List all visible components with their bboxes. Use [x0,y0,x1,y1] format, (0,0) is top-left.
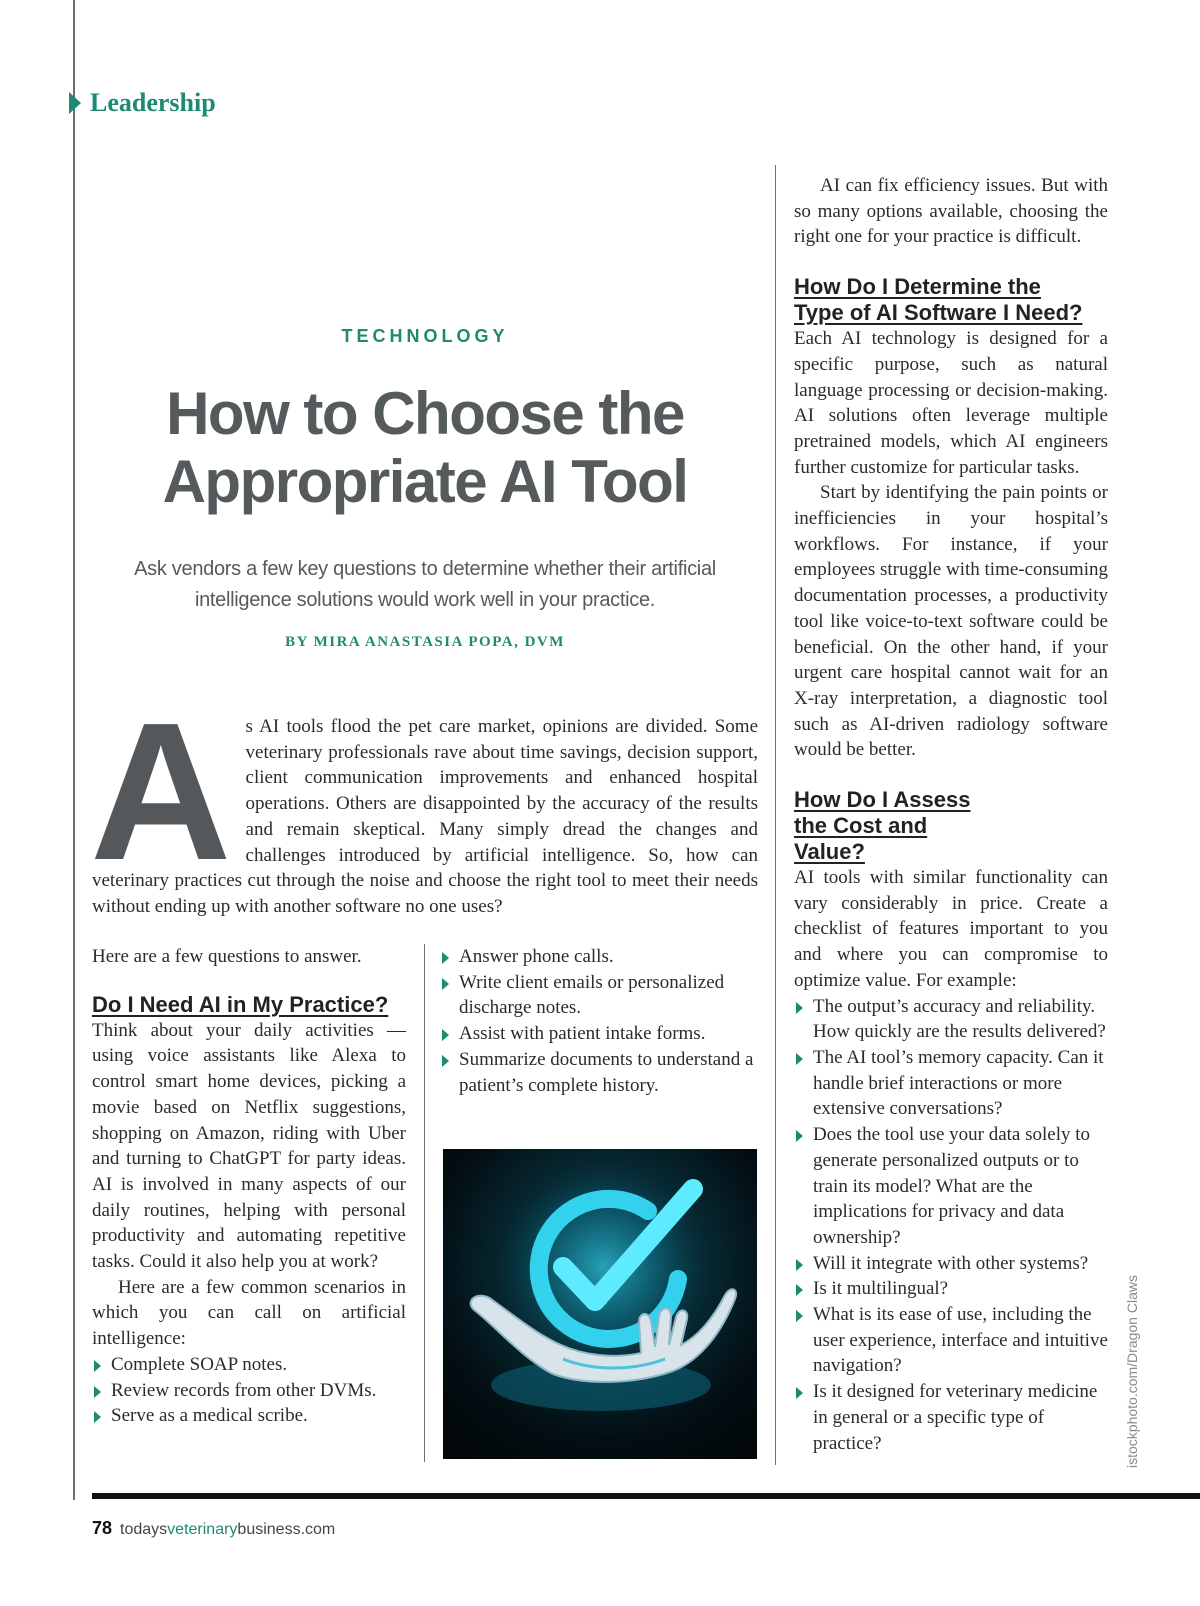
site-name-part: todays [120,1521,168,1538]
list-item: The output’s accuracy and reliability. How quickly are the results delivered? [794,994,1108,1045]
headline: How to Choose the Appropriate AI Tool [162,380,688,515]
scenario-list [92,1352,406,1429]
list-item: Is it multilingual? [794,1276,1108,1302]
list-item: Is it designed for veterinary medicine in general or a specific type of practice? [794,1379,1108,1456]
site-name-part: business.com [237,1521,336,1538]
ai-hand-checkmark-image [443,1149,757,1459]
list-item: The AI tool’s memory capacity. Can it handle brief interactions or more extensive conversations? [794,1045,1108,1122]
kicker: TECHNOLOGY [341,326,509,346]
paragraph: Each AI technology is designed for a specific purpose, such as natural language processing or decision-making. AI solutions often leverage multiple pretrained models, which AI engineers further customize for particular tasks. [794,328,1108,478]
section-tag [69,88,216,118]
column-rule-middle [424,944,425,1462]
list-item: Answer phone calls. [440,944,758,970]
left-margin-rule [73,0,75,1500]
section-label: Leadership [90,88,216,117]
photo-credit: istockphoto.com/Dragon Claws [1124,1275,1140,1468]
list-item: Complete SOAP notes. [92,1352,406,1378]
list-item: Serve as a medical scribe. [92,1403,406,1429]
list-item: Assist with patient intake forms. [440,1021,758,1047]
column-1 [92,944,406,1429]
column-3 [794,173,1108,1456]
page-number: 78 [92,1518,113,1538]
paragraph: Here are a few common scenarios in which you can call on artificial intelligence: [92,1276,406,1350]
subhead-software-type: How Do I Determine the Type of AI Software I Need? [794,274,1083,326]
list-item: Summarize documents to understand a patient’s complete history. [440,1047,758,1098]
footer-rule [92,1493,1200,1499]
subhead-cost-value: How Do I Assess the Cost and Value? [794,787,971,865]
paragraph: AI can fix efficiency issues. But with so many options available, choosing the right one for your practice is difficult. [794,175,1108,248]
list-item: What is its ease of use, including the user experience, interface and intuitive navigation? [794,1302,1108,1379]
scenario-list-continued [440,944,758,1098]
column-2 [440,944,758,1098]
feature-checklist [794,994,1108,1457]
byline: BY MIRA ANASTASIA POPA, DVM [285,634,565,650]
paragraph: Start by identifying the pain points or inefficiencies in your hospital’s workflows. For instance, if your employees struggle with time-consuming documentation processes, a productivity tool like voice-to-text software could be beneficial. On the other hand, if your urgent care hospital cannot wait for an X-ray interpretation, a diagnostic tool such as AI-driven radiology software would be better. [794,482,1108,761]
footer [92,1518,335,1539]
lead-sentence: Here are a few questions to answer. [92,946,362,967]
deck: Ask vendors a few key questions to determine whether their artificial intelligence solutions would work well in your practice. [134,558,716,611]
paragraph: AI tools with similar functionality can vary considerably in price. Create a checklist of features important to you and where you can compromise to optimize value. For example: [794,867,1108,991]
intro-paragraph [90,682,758,920]
paragraph: Think about your daily activities — using voice assistants like Alexa to control smart home devices, picking a movie based on Netflix suggestions, shopping on Amazon, riding with Uber and turning to ChatGPT for party ideas. AI is involved in many aspects of our daily routines, helping with personal productivity and automating repetitive tasks. Could it also help you at work? [92,1019,406,1273]
drop-cap: A [90,682,232,901]
site-name-accent: veterinary [167,1521,238,1538]
subhead-need-ai: Do I Need AI in My Practice? [92,991,389,1017]
column-rule-right [775,165,776,1465]
hand-checkmark-illustration [443,1149,757,1459]
list-item: Review records from other DVMs. [92,1378,406,1404]
intro-text: s AI tools flood the pet care market, opinions are divided. Some veterinary professionals rave about time savings, decision support, client communication improvements and enhanced hospital operations. Others are disappointed by the accuracy of the results and remain skeptical. Many simply dread the changes and challenges introduced by artificial intelligence. So, how can veterinary practices cut through the noise and choose the right tool to meet their needs without ending up with another software no one uses? [92,716,758,917]
section-arrow-icon [69,92,81,114]
list-item: Write client emails or personalized discharge notes. [440,970,758,1021]
list-item: Will it integrate with other systems? [794,1251,1108,1277]
list-item: Does the tool use your data solely to generate personalized outputs or to train its model? What are the implications for privacy and data ownership? [794,1122,1108,1251]
